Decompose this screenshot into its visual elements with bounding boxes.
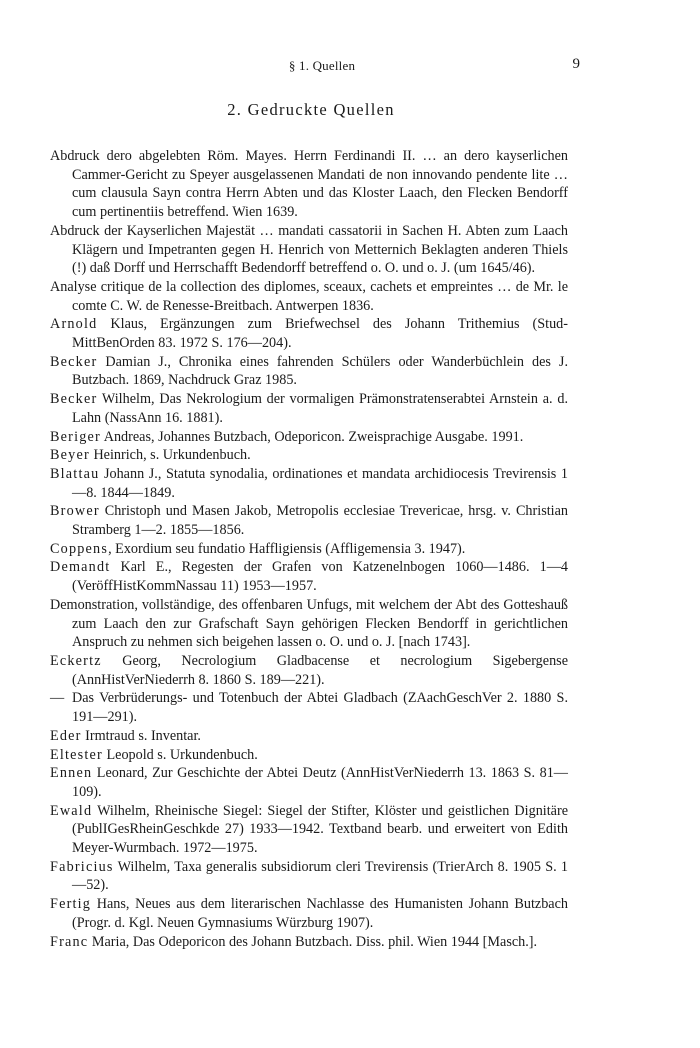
entry-text: Georg, Necrologium Gladbacense et necrologium Sigebergense (AnnHistVerNiederrh 8. 1860 S. 189—221). <box>72 652 568 688</box>
bibliography-entry <box>50 147 568 222</box>
bibliography-entry <box>50 278 568 315</box>
entry-text: Maria, Das Odeporicon des Johann Butzbach. Diss. phil. Wien 1944 [Masch.]. <box>88 933 538 950</box>
bibliography-entry <box>50 428 568 447</box>
running-title: § 1. Quellen <box>288 58 356 73</box>
page-number: 9 <box>572 56 580 72</box>
bibliography-entry <box>50 933 568 952</box>
entry-author: Eltester <box>50 746 103 763</box>
bibliography-list <box>50 147 568 951</box>
entry-author: Beyer <box>50 447 90 464</box>
entry-author: Ewald <box>50 802 93 819</box>
entry-text: Wilhelm, Das Nekrologium der vormaligen Prämonstratenserabtei Arnstein a. d. Lahn (NassAnn 16. 1881). <box>72 391 568 426</box>
entry-text: Abdruck dero abgelebten Röm. Mayes. Herrn Ferdinandi II. … an dero kayserlichen Cammer-Gericht zu Speyer ausgelassenen Mandati de non innovando pendente lite … cum clausula Sayn contra Herrn Abten und das Kloster Laach, den Flecken Bendorff cum pertinentiis betreffend. Wien 1639. <box>50 148 568 221</box>
entry-author: Becker <box>50 391 98 408</box>
section-heading: 2. Gedruckte Quellen <box>227 100 395 119</box>
entry-author: Eckertz <box>50 652 102 669</box>
entry-author: Blattau <box>50 465 100 482</box>
entry-author: Demandt <box>50 559 111 576</box>
bibliography-entry <box>50 502 568 539</box>
entry-text: Das Verbrüderungs- und Totenbuch der Abtei Gladbach (ZAachGeschVer 2. 1880 S. 191—291). <box>72 690 568 726</box>
entry-text: Andreas, Johannes Butzbach, Odeporicon. Zweisprachige Ausgabe. 1991. <box>100 428 524 445</box>
entry-text: Wilhelm, Taxa generalis subsidiorum cleri Trevirensis (TrierArch 8. 1905 S. 1—52). <box>72 858 568 894</box>
entry-author: Fabricius <box>50 858 114 875</box>
entry-text: Irmtraud s. Inventar. <box>81 727 201 744</box>
entry-text: Damian J., Chronika eines fahrenden Schülers oder Wanderbüchlein des J. Butzbach. 1869, Nachdruck Graz 1985. <box>72 353 568 389</box>
entry-text: Analyse critique de la collection des diplomes, sceaux, cachets et empreintes … de Mr. le comte C. W. de Renesse-Breitbach. Antwerpen 1836. <box>50 278 568 314</box>
entry-text: Abdruck der Kayserlichen Majestät … mandati cassatorii in Sachen H. Abten zum Laach Klägern und Impetranten gegen H. Henrich von Metternich Beklagten anderen Thiels (!) daß Dorff und Herrschafft Bedendorff betreffend o. O. und o. J. (um 1645/46). <box>50 222 568 277</box>
bibliography-entry <box>50 596 568 652</box>
bibliography-entry <box>50 689 568 726</box>
bibliography-entry <box>50 764 568 801</box>
entry-text: Christoph und Masen Jakob, Metropolis ecclesiae Trevericae, hrsg. v. Christian Stramberg 1—2. 1855—1856. <box>72 503 568 539</box>
bibliography-entry <box>50 315 568 352</box>
entry-author: Coppens <box>50 540 109 557</box>
entry-text: Leonard, Zur Geschichte der Abtei Deutz (AnnHistVerNiederrh 13. 1863 S. 81—109). <box>72 765 568 800</box>
entry-text: Johann J., Statuta synodalia, ordinationes et mandata archidiocesis Trevirensis 1—8. 1844—1849. <box>72 465 568 501</box>
bibliography-entry <box>50 465 568 502</box>
entry-text: Heinrich, s. Urkundenbuch. <box>89 447 251 464</box>
entry-text: Karl E., Regesten der Grafen von Katzenelnbogen 1060—1486. 1—4 (VeröffHistKommNassau 11) 1953—1957. <box>72 559 568 595</box>
bibliography-entry <box>50 858 568 895</box>
bibliography-entry <box>50 390 568 427</box>
bibliography-entry <box>50 727 568 746</box>
bibliography-entry <box>50 558 568 595</box>
bibliography-entry <box>50 746 568 765</box>
bibliography-entry <box>50 446 568 465</box>
entry-author: Eder <box>50 727 82 744</box>
bibliography-entry <box>50 802 568 858</box>
entry-text: Demonstration, vollständige, des offenbaren Unfugs, mit welchem der Abt des Gotteshauß zum Laach den zur Grafschaft Sayn gehörigen Flecken Bendorff in gerichtlichen Anspruch zu nehmen sich beigehen lassen o. O. und o. J. [nach 1743]. <box>50 596 568 651</box>
entry-author: Brower <box>50 503 100 520</box>
bibliography-entry <box>50 652 568 689</box>
entry-author: Ennen <box>50 765 93 782</box>
entry-author: Beriger <box>50 428 101 445</box>
repeat-author-dash: — <box>50 690 65 707</box>
bibliography-entry <box>50 353 568 390</box>
bibliography-entry <box>50 540 568 559</box>
entry-author: Arnold <box>50 316 98 333</box>
running-head <box>0 58 700 78</box>
entry-text: Klaus, Ergänzungen zum Briefwechsel des Johann Trithemius (Stud-MittBenOrden 83. 1972 S. 176—204). <box>72 316 568 352</box>
entry-author: Franc <box>50 933 89 950</box>
entry-text: Wilhelm, Rheinische Siegel: Siegel der Stifter, Klöster und geistlichen Dignitäre (PublIGesRheinGeschkde 27) 1933—1942. Textband bearb. und erweitert von Edith Meyer-Wurmbach. 1972—1975. <box>72 802 568 857</box>
bibliography-entry <box>50 895 568 932</box>
entry-text: Hans, Neues aus dem literarischen Nachlasse des Humanisten Johann Butzbach (Progr. d. Kgl. Neuen Gymnasiums Würzburg 1907). <box>72 896 568 931</box>
bibliography-entry <box>50 222 568 278</box>
entry-author: Fertig <box>50 896 92 913</box>
entry-text: Leopold s. Urkundenbuch. <box>102 746 258 763</box>
entry-text: , Exordium seu fundatio Haffligiensis (Affligemensia 3. 1947). <box>108 540 466 557</box>
entry-author: Becker <box>50 353 98 370</box>
